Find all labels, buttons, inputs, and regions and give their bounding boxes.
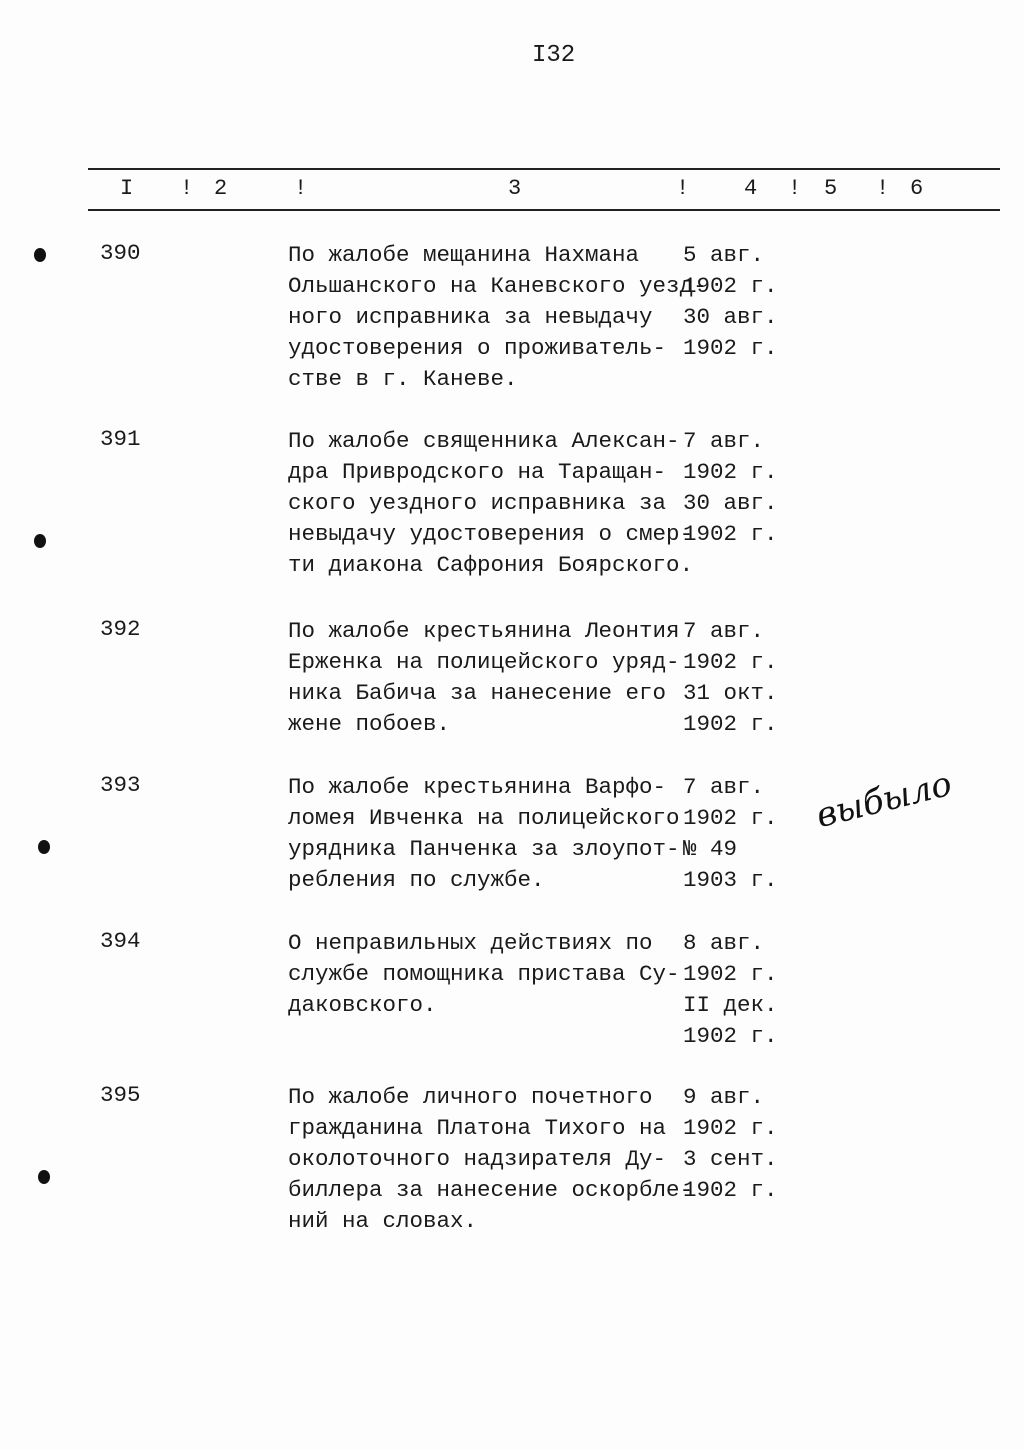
date-line: 7 авг. [683,774,765,800]
entry-number: 390 [100,240,141,266]
column-separator: ! [180,176,194,201]
entry-description [288,616,680,740]
description-line: дра Привродского на Таращан- [288,459,667,485]
date-line: 1902 г. [683,459,778,485]
description-line: По жалобе крестьянина Варфо- [288,774,667,800]
punch-hole-mark [38,840,50,854]
date-line: 1902 г. [683,521,778,547]
punch-hole-mark [34,248,46,262]
description-line: удостоверения о проживатель- [288,335,667,361]
punch-hole-mark [38,1170,50,1184]
header-bottom-rule [88,209,1000,211]
description-line: Ольшанского на Каневского уезд- [288,273,707,299]
description-line: стве в г. Каневе. [288,366,518,392]
punch-hole-mark [34,534,46,548]
entry-number: 394 [100,928,141,954]
date-line: 1902 г. [683,649,778,675]
date-line: II дек. [683,992,778,1018]
header-top-rule [88,168,1000,170]
date-line: 1902 г. [683,273,778,299]
date-line: 1902 г. [683,1177,778,1203]
date-line: 1902 г. [683,805,778,831]
date-line: 1902 г. [683,711,778,737]
column-separator: ! [294,176,308,201]
description-line: ти диакона Сафрония Боярского. [288,552,694,578]
column-header-1: I [120,176,134,201]
entry-number: 392 [100,616,141,642]
column-header-4: 4 [744,176,758,201]
description-line: ного исправника за невыдачу [288,304,653,330]
entry-description [288,426,693,581]
description-line: По жалобе мещанина Нахмана [288,242,640,268]
entry-dates [683,928,778,1052]
entry-dates [683,426,778,550]
description-line: ний на словах. [288,1208,478,1234]
date-line: 1902 г. [683,1023,778,1049]
date-line: 31 окт. [683,680,778,706]
description-line: урядника Панченка за злоупот- [288,836,680,862]
date-line: 1902 г. [683,1115,778,1141]
description-line: биллера за нанесение оскорбле- [288,1177,694,1203]
description-line: О неправильных действиях по [288,930,653,956]
date-line: 9 авг. [683,1084,765,1110]
description-line: службе помощника пристава Су- [288,961,680,987]
date-line: 1902 г. [683,335,778,361]
date-line: 30 авг. [683,490,778,516]
description-line: даковского. [288,992,437,1018]
entry-description [288,240,707,395]
date-line: № 49 [683,836,738,862]
column-header-5: 5 [824,176,838,201]
entry-dates [683,616,778,740]
description-line: По жалобе личного почетного [288,1084,653,1110]
date-line: 1903 г. [683,867,778,893]
entry-description [288,928,680,1021]
date-line: 30 авг. [683,304,778,330]
column-header-3: 3 [508,176,522,201]
description-line: ломея Ивченка на полицейского [288,805,680,831]
entry-number: 395 [100,1082,141,1108]
description-line: ребления по службе. [288,867,545,893]
description-line: По жалобе священника Алексан- [288,428,680,454]
date-line: 3 сент. [683,1146,778,1172]
entry-description [288,772,680,896]
description-line: околоточного надзирателя Ду- [288,1146,667,1172]
date-line: 8 авг. [683,930,765,956]
entry-dates [683,1082,778,1206]
page-number: I32 [532,42,576,69]
column-separator: ! [876,176,890,201]
column-header-6: 6 [910,176,924,201]
entry-number: 391 [100,426,141,452]
entry-number: 393 [100,772,141,798]
description-line: невыдачу удостоверения о смер- [288,521,694,547]
column-separator: ! [788,176,802,201]
entry-dates [683,772,778,896]
description-line: ского уездного исправника за [288,490,667,516]
date-line: 7 авг. [683,428,765,454]
description-line: Ерженка на полицейского уряд- [288,649,680,675]
date-line: 5 авг. [683,242,765,268]
handwritten-note: выбыло [812,763,956,837]
column-header-2: 2 [214,176,228,201]
date-line: 1902 г. [683,961,778,987]
description-line: жене побоев. [288,711,451,737]
description-line: По жалобе крестьянина Леонтия [288,618,680,644]
entry-dates [683,240,778,364]
date-line: 7 авг. [683,618,765,644]
entry-description [288,1082,693,1237]
description-line: ника Бабича за нанесение его [288,680,667,706]
description-line: гражданина Платона Тихого на [288,1115,667,1141]
column-separator: ! [676,176,690,201]
